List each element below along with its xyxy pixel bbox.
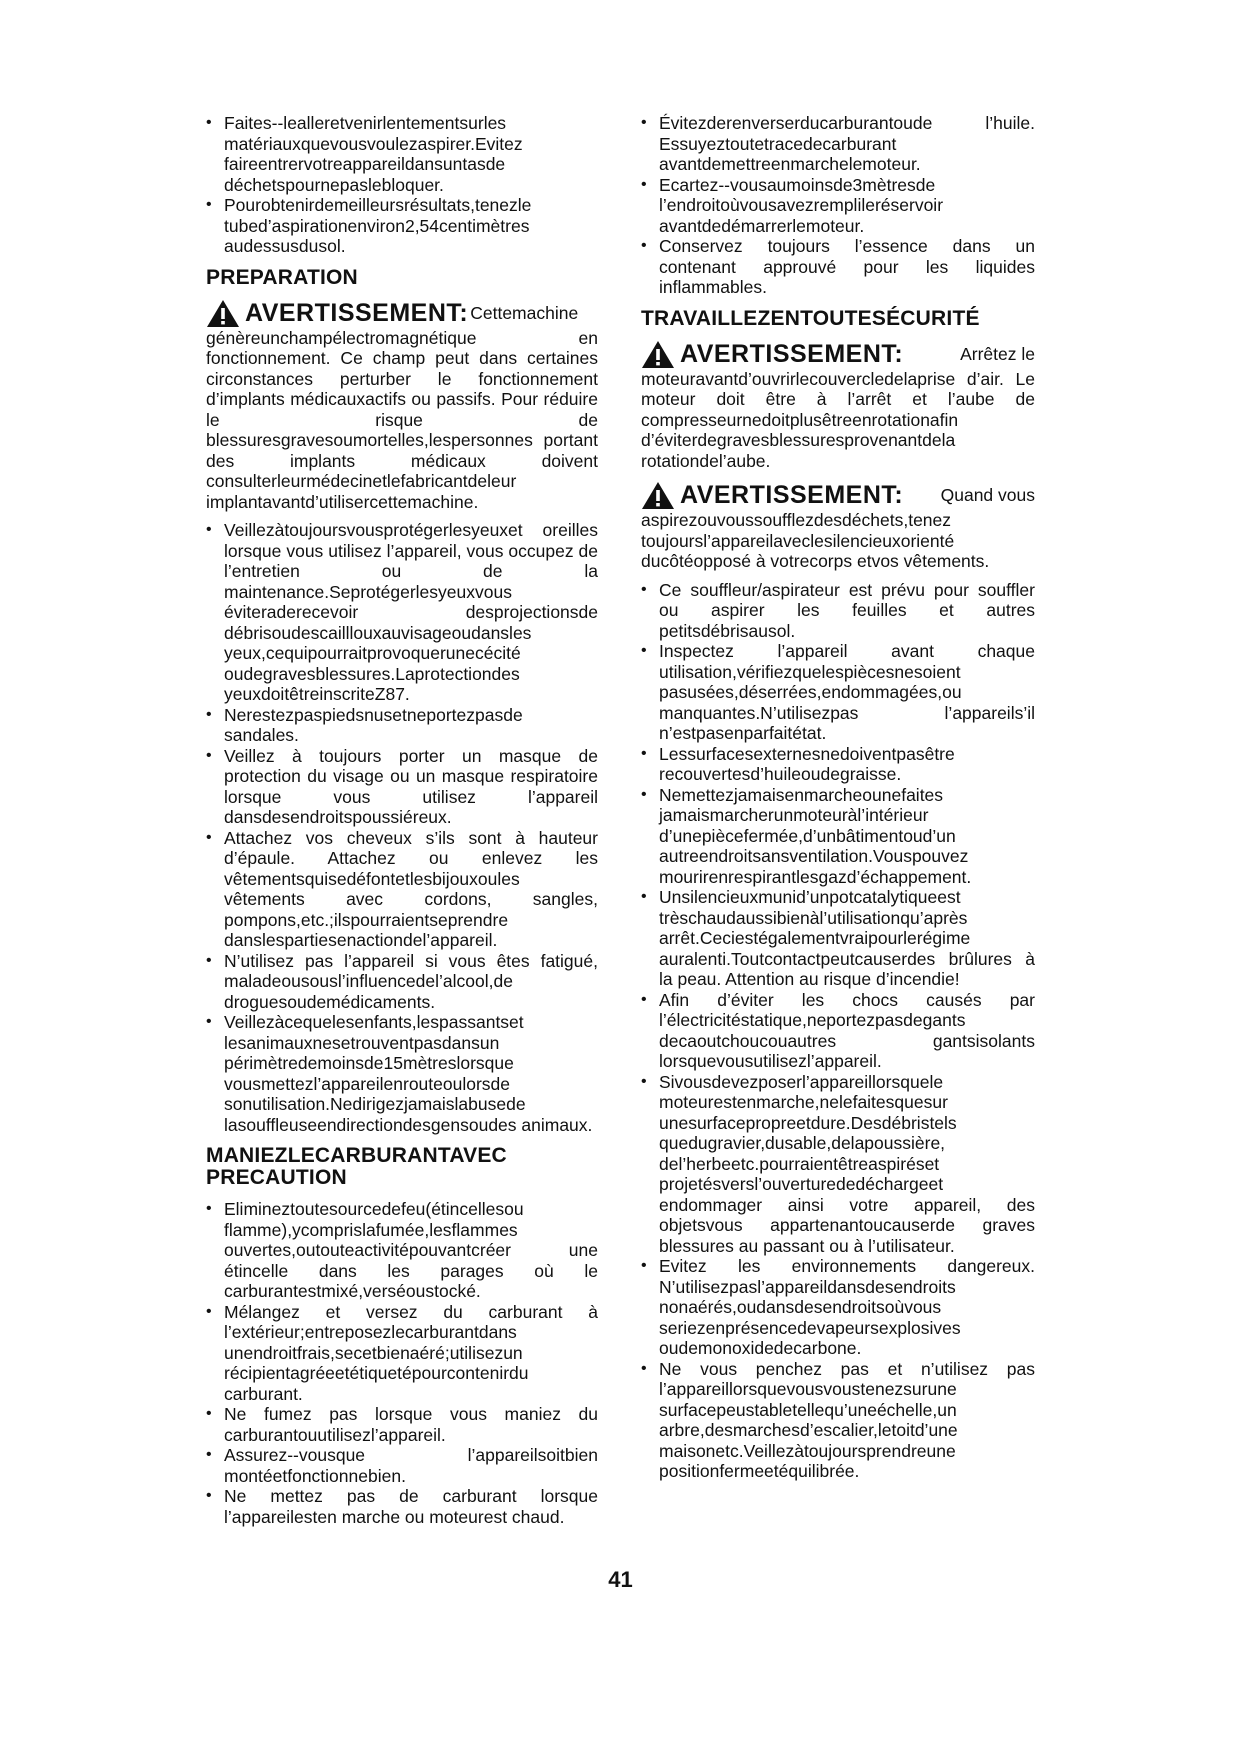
list-item: • Mélangez et versez du carburant à l’extérieur;entreposezlecarburantdans unendroitfrais,secetbienaéré;utilisezun récipientagréeetétiquetépourcontenirdu carburant.: [206, 1302, 598, 1405]
list-item: • Veillez à toujours porter un masque de protection du visage ou un masque respiratoire lorsque vous utilisez l’appareil dansdesendroitspoussiéreux.: [206, 746, 598, 828]
warning-label: AVERTISSEMENT:: [245, 298, 469, 327]
warning-lead: Quand vous: [940, 485, 1035, 506]
section-title-preparation: PREPARATION: [206, 265, 358, 289]
safety-bullets: [641, 580, 1035, 1482]
page-number: 41: [608, 1567, 633, 1592]
list-item: • Ne mettez pas de carburant lorsque l’appareilesten marche ou moteurest chaud.: [206, 1486, 598, 1527]
list-item: • Attachez vos cheveux s’ils sont à hauteur d’épaule. Attachez ou enlevez les vêtementsquisedéfontetlesbijouxoules vêtements avec cordons, sangles, pompons,etc.;ilspourraientseprendre danslespartiesenactiondel’appareil.: [206, 828, 598, 951]
list-item: • Unsilencieuxmunid’unpotcatalytiqueest trèschaudaussibienàl’utilisationqu’après arrêt.Ceciestégalementvraipourlerégime auralenti.Toutcontactpeutcauserdes brûlures à la peau. Attention au risque d’incendie!: [641, 887, 1035, 990]
list-item: • Nemettezjamaisenmarcheounefaites jamaismarcherunmoteuràl’intérieur d’unepiècefermée,d’unbâtimentoud’un autreendroitsansventilation.Vouspouvez mourirenrespirantlesgazd’échappement.: [641, 785, 1035, 888]
list-item: • Veillezàtoujoursvousprotégerlesyeuxet oreilles lorsque vous utilisez l’appareil, vous occupez de l’entretien ou de la maintenance.Seprotégerlesyeuxvous éviteraderecevoir desprojectionsde débrisoudescailllouxauvisageoudansles yeux,cequipourraitprovoquerunecécité oudegravesblessures.Laprotectiondes yeuxdoitêtreinscriteZ87.: [206, 520, 598, 705]
list-item: • Nerestezpaspiedsnusetneportezpasde sandales.: [206, 705, 598, 746]
warning-body: génèreunchampélectromagnétique en fonctionnement. Ce champ peut dans certaines circonstances perturber le fonctionnement d’implants médicauxactifs ou passifs. Pour réduire le risque de blessuresgravesoumortelles,lespersonnes portant des implants médicaux doivent consulterleurmédecinetlefabricantdeleur implantavantd’utilisercettemachine.: [206, 327, 598, 512]
warning-triangle-icon: [641, 340, 675, 369]
warning-block-muffler: [641, 481, 1035, 572]
list-item: • Afin d’éviter les chocs causés par l’électricitéstatique,neportezpasdegants decaoutchoucouautres gantsisolants lorsquevousutilisezl’appareil.: [641, 990, 1035, 1072]
warning-lead: Arrêtez le: [960, 343, 1035, 364]
warning-body: aspirezouvoussoufflezdesdéchets,tenez toujoursl’appareilaveclesilencieuxorienté ducôtéopposé à votrecorps etvos vêtements.: [641, 510, 990, 571]
warning-lead: Cettemachine: [470, 302, 579, 323]
fuel-bullets: [206, 1199, 598, 1527]
list-item: • Ne fumez pas lorsque vous maniez du carburantouutilisezl’appareil.: [206, 1404, 598, 1445]
list-item: • Ce souffleur/aspirateur est prévu pour souffler ou aspirer les feuilles et autres petitsdébrisausol.: [641, 580, 1035, 642]
warning-body: moteuravantd’ouvrirlecouvercledelaprise d’air. Le moteur doit être à l’arrêt et l’aube de compresseurnedoitplusêtreenrotationafin d’éviterdegravesblessuresprovenantdela rotationdel’aube.: [641, 368, 1035, 471]
list-item: • Ecartez--vousaumoinsde3mètresde l’endroitoùvousavezremplileréservoir avantdedémarrerlemoteur.: [641, 175, 1035, 237]
left-column: [206, 113, 598, 1527]
list-item: • Conservez toujours l’essence dans un contenant approuvé pour les liquides inflammables.: [641, 236, 1035, 298]
warning-triangle-icon: [641, 481, 675, 510]
list-item: • N’utilisez pas l’appareil si vous êtes fatigué, maladeousousl’influencedel’alcool,de droguesoudemédicaments.: [206, 951, 598, 1013]
list-item: • Pourobtenirdemeilleursrésultats,tenezle tubed’aspirationenviron2,54centimètres audessusdusol.: [206, 195, 598, 257]
list-item: • Elimineztoutesourcedefeu(étincellesou flamme),ycomprislafumée,lesflammes ouvertes,outouteactivitépouvantcréer une étincelle dans les parages où le carburantestmixé,verséoustocké.: [206, 1199, 598, 1302]
section-title-safety: TRAVAILLEZENTOUTESÉCURITÉ: [641, 306, 980, 330]
warning-triangle-icon: [206, 299, 240, 328]
warning-block-emf: [206, 299, 598, 513]
list-item: • Ne vous penchez pas et n’utilisez pas l’appareillorsquevousvoustenezsurune surfacepeustabletellequ’uneéchelle,un arbre,desmarchesd’escalier,letoitd’une maisonetc.Veillezàtoujoursprendreune positionfermeetéquilibrée.: [641, 1359, 1035, 1482]
warning-block-intake: [641, 340, 1035, 472]
list-item: • Faites--lealleretvenirlentementsurles matériauxquevousvoulezaspirer.Evitez faireentrervotreappareildansuntasde déchetspournepaslebloquer.: [206, 113, 598, 195]
list-item: • Lessurfacesexternesnedoiventpasêtre recouvertesd’huileoudegraisse.: [641, 744, 1035, 785]
right-column: [641, 113, 1035, 1482]
list-item: • Inspectez l’appareil avant chaque utilisation,vérifiezquelespiècesnesoient pasusées,déserrées,endommagées,ou manquantes.N’utilisezpas l’appareils’il n’estpasenparfaitétat.: [641, 641, 1035, 744]
warning-label: AVERTISSEMENT:: [680, 339, 904, 368]
fuel-bullets-continued: [641, 113, 1035, 298]
list-item: • Sivousdevezposerl’appareillorsquele moteurestenmarche,nelefaitesquesur unesurfacepropreetdure.Desdébristels quedugravier,dusable,delapoussière, del’herbeetc.pourraientêtreaspiréset projetésversl’ouverturededéchargeet endommager ainsi votre appareil, des objetsvous appartenantoucauserde graves blessures au passant ou à l’utilisateur.: [641, 1072, 1035, 1257]
intro-bullets: [206, 113, 598, 257]
list-item: • Assurez--vousque l’appareilsoitbien montéetfonctionnebien.: [206, 1445, 598, 1486]
list-item: • Veillezàcequelesenfants,lespassantset lesanimauxnesetrouventpasdansun périmètredemoinsde15mètreslorsque vousmettezl’appareilenrouteoulorsde sonutilisation.Nedirigezjamaislabusede lasouffleuseendirectiondesgensoudes animaux.: [206, 1012, 598, 1135]
list-item: • Évitezderenverserducarburantoude l’huile. Essuyeztoutetracedecarburant avantdemettreenmarchelemoteur.: [641, 113, 1035, 175]
list-item: • Evitez les environnements dangereux. N’utilisezpasl’appareildansdesendroits nonaérés,oudansdesendroitsoùvous seriezenprésencedevapeursexplosives oudemonoxidedecarbone.: [641, 1256, 1035, 1359]
preparation-bullets: [206, 520, 598, 1135]
section-title-fuel: MANIEZLECARBURANTAVEC PRECAUTION: [206, 1144, 507, 1189]
warning-label: AVERTISSEMENT:: [680, 481, 904, 510]
